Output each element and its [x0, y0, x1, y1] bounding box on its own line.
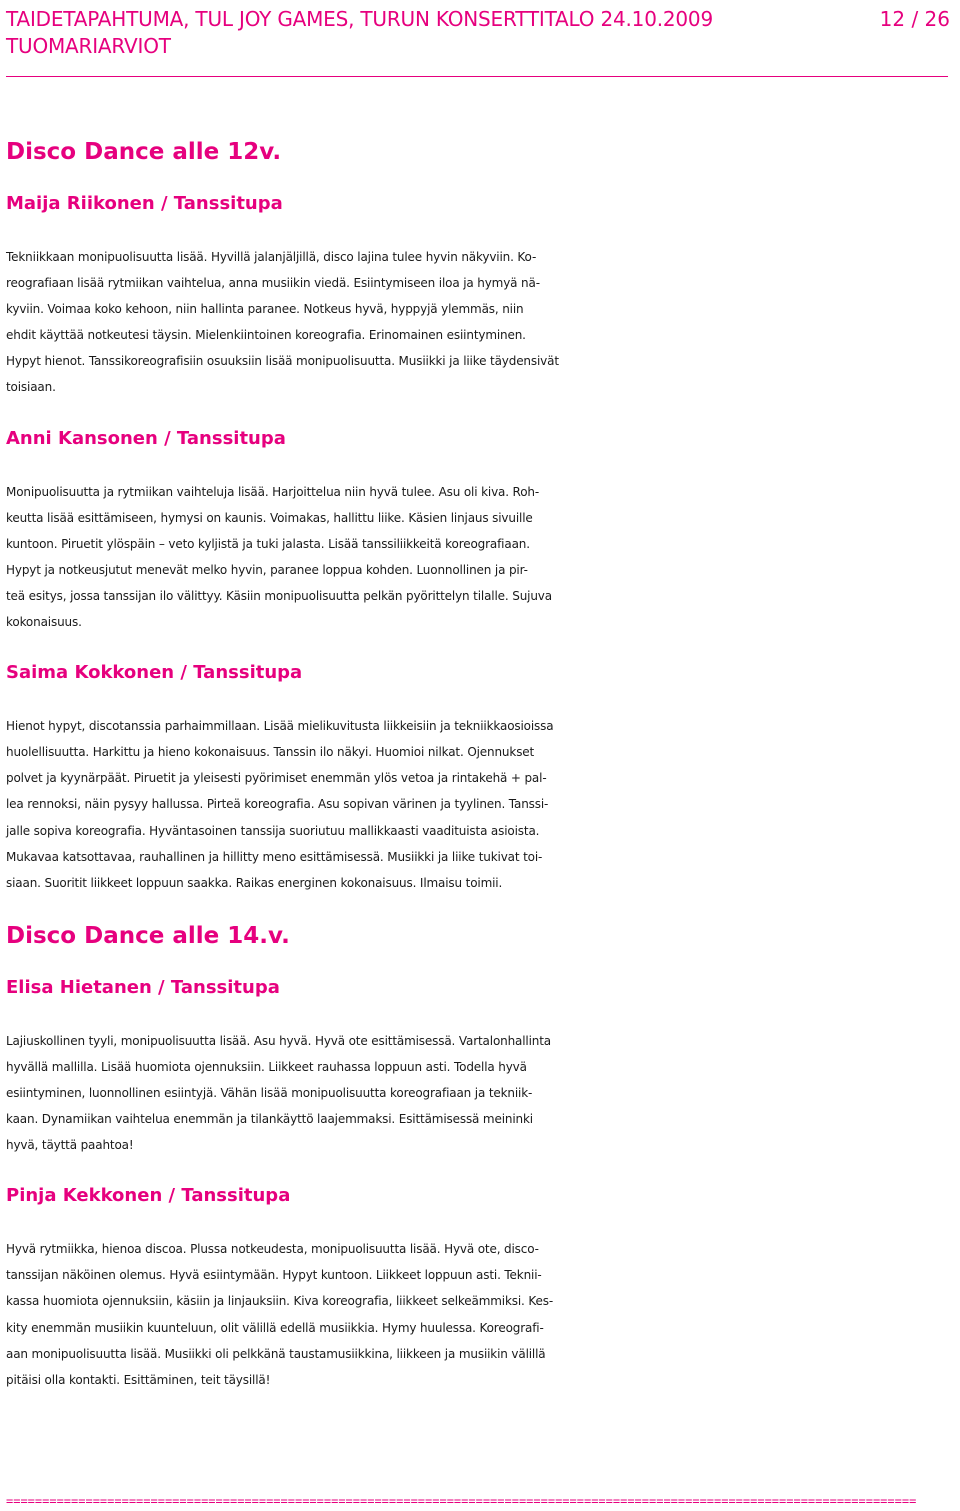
- comment-line: tanssijan näköinen olemus. Hyvä esiintymään. Hypyt kuntoon. Liikkeet loppuun asti. Teknii-: [6, 1268, 542, 1283]
- judge-comment: [6, 713, 952, 896]
- comment-line: reografiaan lisää rytmiikan vaihtelua, anna musiikin viedä. Esiintymiseen iloa ja hymyä nä-: [6, 276, 540, 291]
- comment-line: siaan. Suoritit liikkeet loppuun saakka. Raikas energinen kokonaisuus. Ilmaisu toimii.: [6, 875, 503, 890]
- comment-line: pitäisi olla kontakti. Esittäminen, teit täysillä!: [6, 1372, 271, 1387]
- section-title: Disco Dance alle 12v.: [6, 139, 282, 165]
- comment-line: hyvä, täyttä paahtoa!: [6, 1138, 134, 1153]
- comment-line: Hypyt ja notkeusjutut menevät melko hyvin, paranee loppua kohden. Luonnollinen ja pir-: [6, 562, 528, 577]
- page-number: 12 / 26: [879, 7, 950, 31]
- comment-line: kyviin. Voimaa koko kehoon, niin hallinta paranee. Notkeus hyvä, hyppyjä ylemmäs, niin: [6, 302, 524, 317]
- comment-line: toisiaan.: [6, 380, 56, 395]
- judge-comment: [6, 1236, 952, 1393]
- judge-name: Saima Kokkonen / Tanssitupa: [6, 662, 303, 684]
- comment-line: ehdit käyttää notkeutesi täysin. Mielenkiintoinen koreografia. Erinomainen esiintyminen.: [6, 328, 526, 343]
- comment-line: jalle sopiva koreografia. Hyväntasoinen tanssija suoriutuu mallikkaasti vaadituista asioista.: [6, 823, 540, 838]
- comment-line: kity enemmän musiikin kuunteluun, olit välillä edellä musiikkia. Hymy huulessa. Koreografi-: [6, 1320, 544, 1335]
- judge-name: Pinja Kekkonen / Tanssitupa: [6, 1185, 291, 1207]
- footer-divider: ==============================================================================================================================: [6, 1495, 917, 1507]
- comment-line: huolellisuutta. Harkittu ja hieno kokonaisuus. Tanssin ilo näkyi. Huomioi nilkat. Ojennukset: [6, 745, 535, 760]
- comment-line: esiintyminen, luonnollinen esiintyjä. Vähän lisää monipuolisuutta koreografiaan ja tekniik-: [6, 1085, 533, 1100]
- comment-line: kassa huomiota ojennuksiin, käsiin ja linjauksiin. Kiva koreografia, liikkeet selkeämmiksi. Kes-: [6, 1294, 554, 1309]
- comment-line: kaan. Dynamiikan vaihtelua enemmän ja tilankäyttö laajemmaksi. Esittämisessä meininki: [6, 1112, 533, 1127]
- judge-name: Elisa Hietanen / Tanssitupa: [6, 976, 280, 998]
- comment-line: teä esitys, jossa tanssijan ilo välittyy. Käsiin monipuolisuutta pelkän pyörittelyn tilalle. Sujuva: [6, 588, 552, 603]
- document-body: [6, 132, 952, 1419]
- comment-line: kokonaisuus.: [6, 615, 82, 630]
- header-divider: [6, 76, 948, 77]
- comment-line: kuntoon. Piruetit ylöspäin – veto kyljistä ja tuki jalasta. Lisää tanssiliikkeitä koreografiaan.: [6, 536, 530, 551]
- judge-name: Anni Kansonen / Tanssitupa: [6, 427, 286, 449]
- comment-line: polvet ja kyynärpäät. Piruetit ja yleisesti pyörimiset enemmän ylös vetoa ja rintakehä + pal-: [6, 771, 547, 786]
- judge-comment: [6, 1028, 952, 1158]
- judge-name: Maija Riikonen / Tanssitupa: [6, 193, 283, 214]
- section-title: Disco Dance alle 14.v.: [6, 922, 290, 949]
- comment-line: aan monipuolisuutta lisää. Musiikki oli pelkkänä taustamusiikkina, liikkeen ja musiikin välillä: [6, 1346, 546, 1361]
- comment-line: Hyvä rytmiikka, hienoa discoa. Plussa notkeudesta, monipuolisuutta lisää. Hyvä ote, disco-: [6, 1242, 539, 1257]
- event-title: TAIDETAPAHTUMA, TUL JOY GAMES, TURUN KONSERTTITALO 24.10.2009: [6, 7, 713, 31]
- judge-comment: [6, 479, 952, 636]
- judge-comment: [6, 244, 952, 401]
- comment-line: Mukavaa katsottavaa, rauhallinen ja hillitty meno esittämisessä. Musiikki ja liike tukivat toi-: [6, 849, 543, 864]
- page-header: [6, 6, 950, 78]
- comment-line: Hypyt hienot. Tanssikoreografisiin osuuksiin lisää monipuolisuutta. Musiikki ja liike täydensivät: [6, 354, 559, 369]
- comment-line: Lajiuskollinen tyyli, monipuolisuutta lisää. Asu hyvä. Hyvä ote esittämisessä. Vartalonhallinta: [6, 1033, 552, 1048]
- comment-line: keutta lisää esittämiseen, hymysi on kaunis. Voimakas, hallittu liike. Käsien linjaus sivuille: [6, 510, 533, 525]
- comment-line: lea rennoksi, näin pysyy hallussa. Pirteä koreografia. Asu sopivan värinen ja tyylinen. Tanssi-: [6, 797, 549, 812]
- comment-line: Tekniikkaan monipuolisuutta lisää. Hyvillä jalanjäljillä, disco lajina tulee hyvin näkyviin. Ko-: [6, 250, 537, 264]
- document-subtitle: TUOMARIARVIOT: [6, 34, 171, 58]
- comment-line: hyvällä mallilla. Lisää huomiota ojennuksiin. Liikkeet rauhassa loppuun asti. Todella hyvä: [6, 1059, 527, 1074]
- comment-line: Monipuolisuutta ja rytmiikan vaihteluja lisää. Harjoittelua niin hyvä tulee. Asu oli kiva. Roh-: [6, 484, 540, 499]
- comment-line: Hienot hypyt, discotanssia parhaimmillaan. Lisää mielikuvitusta liikkeisiin ja tekniikkaosioissa: [6, 719, 554, 734]
